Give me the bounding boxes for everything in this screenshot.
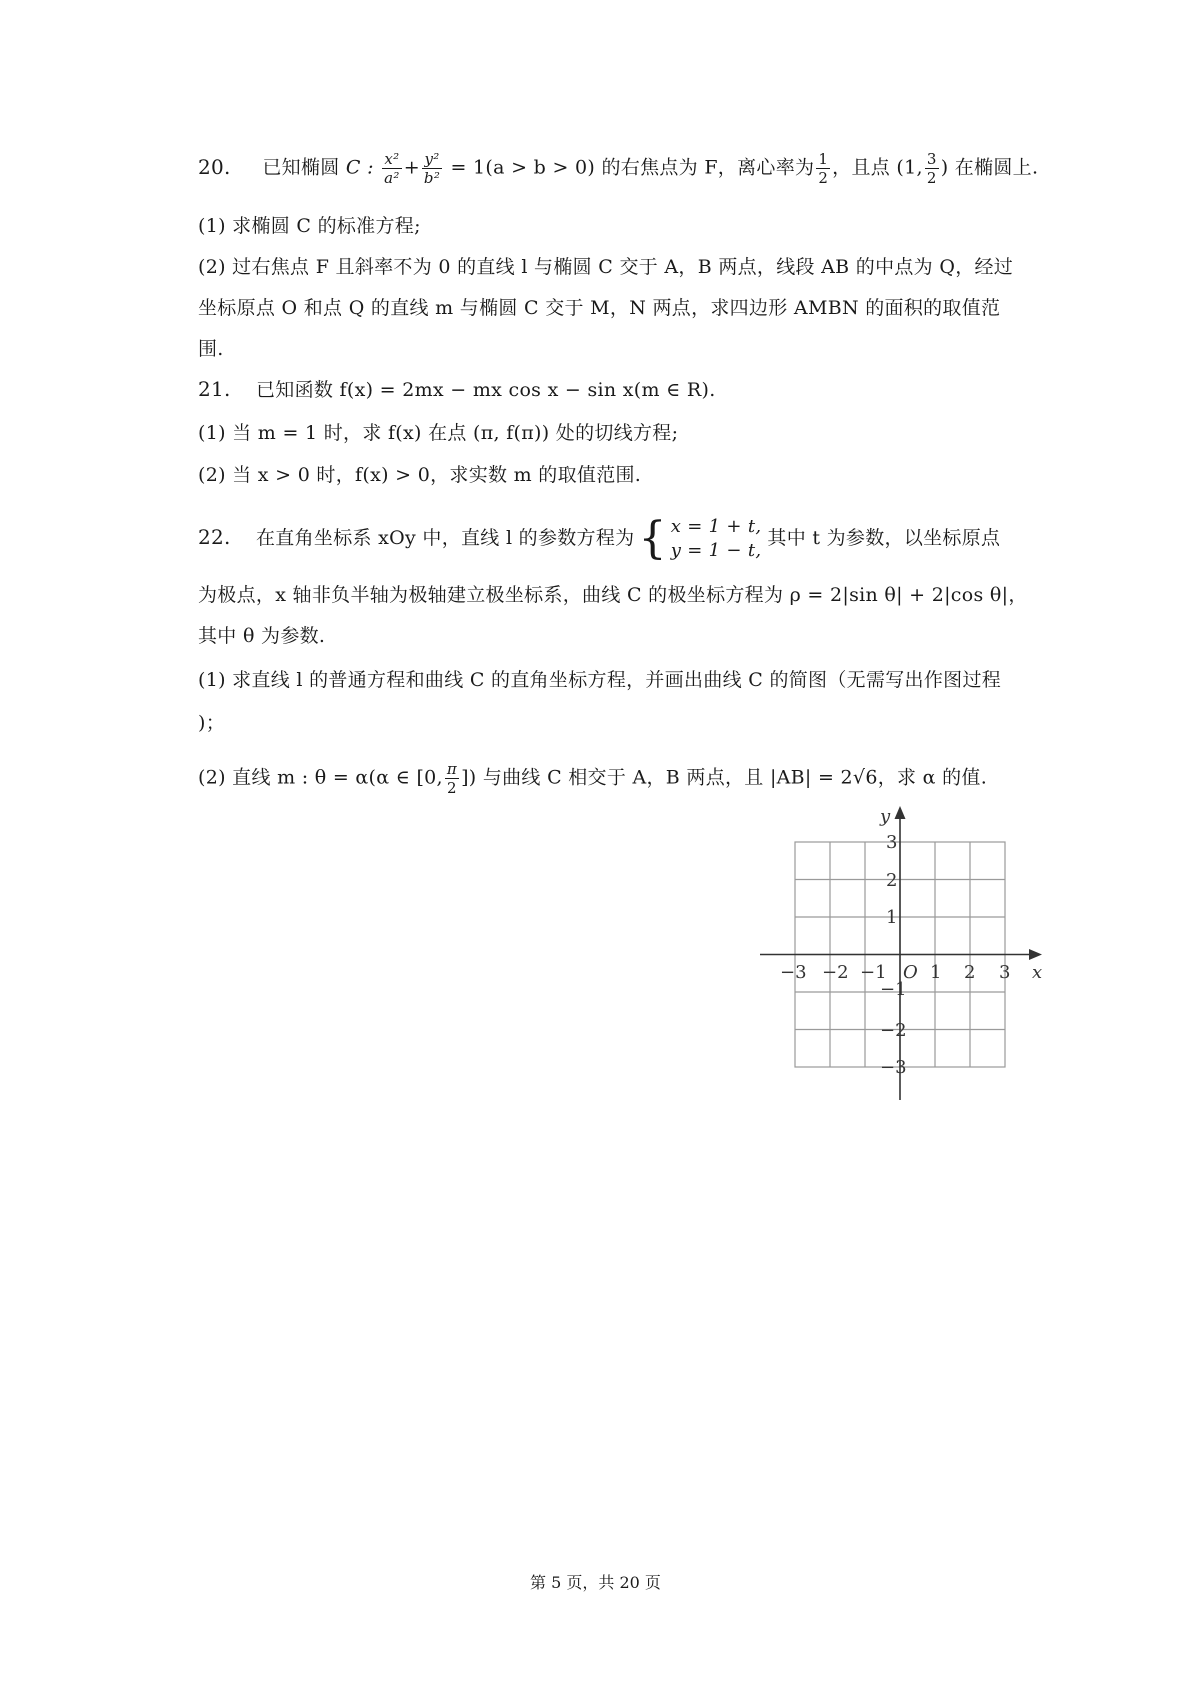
q20-ellipse-y-fraction: $\frac{\text{y²}}{\text{b²}}$ xyxy=(423,150,441,187)
q22-part1-line2: )； xyxy=(198,712,226,734)
x-axis-label: x xyxy=(1032,962,1043,983)
q20-stem-text-c: 的右焦点为 F，离心率为 xyxy=(601,156,815,179)
y-tick-neg3: −3 xyxy=(880,1057,907,1078)
q22-pi-half-fraction: $\frac{\pi}{2}$ xyxy=(446,760,458,797)
q21-number: 21. xyxy=(198,377,231,401)
q22-stem xyxy=(198,515,1000,563)
q22-stem-text-b: 其中 t 为参数，以坐标原点 xyxy=(767,527,1001,549)
q21-part2: (2) 当 x > 0 时，f(x) > 0，求实数 m 的取值范围. xyxy=(198,464,642,486)
q22-system-brace: { xyxy=(638,513,667,564)
q20-ellipse-x-fraction: $\frac{\text{x²}}{\text{a²}}$ xyxy=(384,150,400,187)
q20-part1: (1) 求椭圆 C 的标准方程; xyxy=(198,215,421,237)
x-tick-neg1: −1 xyxy=(860,962,887,983)
q22-part2 xyxy=(198,760,987,797)
q20-part2-line1: (2) 过右焦点 F 且斜率不为 0 的直线 l 与椭圆 C 交于 A，B 两点，线段 AB 的中点为 Q，经过 xyxy=(198,256,1014,278)
axes xyxy=(760,806,1042,1100)
q20-ellipse-rhs: = 1(a > b > 0) xyxy=(450,156,596,179)
x-axis-arrow xyxy=(1029,949,1042,960)
q20-stem-text-a: 已知椭圆 xyxy=(262,156,340,179)
y-tick-3: 3 xyxy=(886,832,898,853)
x-tick-neg2: −2 xyxy=(822,962,849,983)
q22-line2: 为极点，x 轴非负半轴为极轴建立极坐标系，曲线 C 的极坐标方程为 ρ = 2|sin θ| + 2|cos θ|， xyxy=(198,584,1028,606)
x-tick-3: 3 xyxy=(999,962,1011,983)
coordinate-grid-figure xyxy=(750,800,1060,1115)
q21-part1: (1) 当 m = 1 时，求 f(x) 在点 (π, f(π)) 处的切线方程; xyxy=(198,422,679,444)
page-footer: 第 5 页，共 20 页 xyxy=(530,1573,661,1592)
q20-stem-text-d: ，且点 xyxy=(832,156,891,179)
q20-number: 20. xyxy=(198,154,231,179)
q21-stem-text: 已知函数 f(x) = 2mx − mx cos x − sin x(m ∈ R). xyxy=(256,379,716,401)
x-tick-2: 2 xyxy=(964,962,976,983)
q20-part2-line2: 坐标原点 O 和点 Q 的直线 m 与椭圆 C 交于 M，N 两点，求四边形 AMBN 的面积的取值范 xyxy=(198,297,1001,319)
q20-point-close: ) xyxy=(940,156,949,179)
q20-stem-text-e: 在椭圆上. xyxy=(954,156,1039,179)
x-tick-neg3: −3 xyxy=(780,962,807,983)
q22-line3: 其中 θ 为参数. xyxy=(198,625,326,647)
y-tick-2: 2 xyxy=(886,870,898,891)
q22-part1-line1: (1) 求直线 l 的普通方程和曲线 C 的直角坐标方程，并画出曲线 C 的简图（无需写出作图过程 xyxy=(198,669,1002,691)
q22-system-eq2: y = 1 − t, xyxy=(670,540,762,561)
x-tick-1: 1 xyxy=(930,962,942,983)
q20-stem xyxy=(198,150,1038,187)
q20-point-open: (1, xyxy=(896,156,923,179)
q22-stem-text-a: 在直角坐标系 xOy 中，直线 l 的参数方程为 xyxy=(256,527,635,549)
y-axis-label: y xyxy=(880,806,891,827)
y-tick-neg1: −1 xyxy=(880,979,907,1000)
y-axis-arrow xyxy=(895,806,906,819)
q20-plus: + xyxy=(403,156,420,179)
q20-ellipse-lhs: C : xyxy=(345,156,374,179)
q22-parametric-system xyxy=(671,515,762,563)
q20-part2-line3: 围. xyxy=(198,338,224,360)
q22-part2-text-a: (2) 直线 m : θ = α(α ∈ [0, xyxy=(198,766,443,789)
y-tick-neg2: −2 xyxy=(880,1020,907,1041)
q22-system-eq1: x = 1 + t, xyxy=(670,516,762,537)
q22-number: 22. xyxy=(198,525,231,549)
q21-stem xyxy=(198,376,716,403)
y-tick-1: 1 xyxy=(886,907,898,928)
q22-part2-text-b: ]) 与曲线 C 相交于 A，B 两点，且 |AB| = 2√6，求 α 的值. xyxy=(461,766,988,789)
origin-label: O xyxy=(903,962,918,983)
q20-eccentricity-fraction: $\frac{1}{2}$ xyxy=(818,150,829,187)
q20-point-fraction: $\frac{3}{2}$ xyxy=(926,150,937,187)
